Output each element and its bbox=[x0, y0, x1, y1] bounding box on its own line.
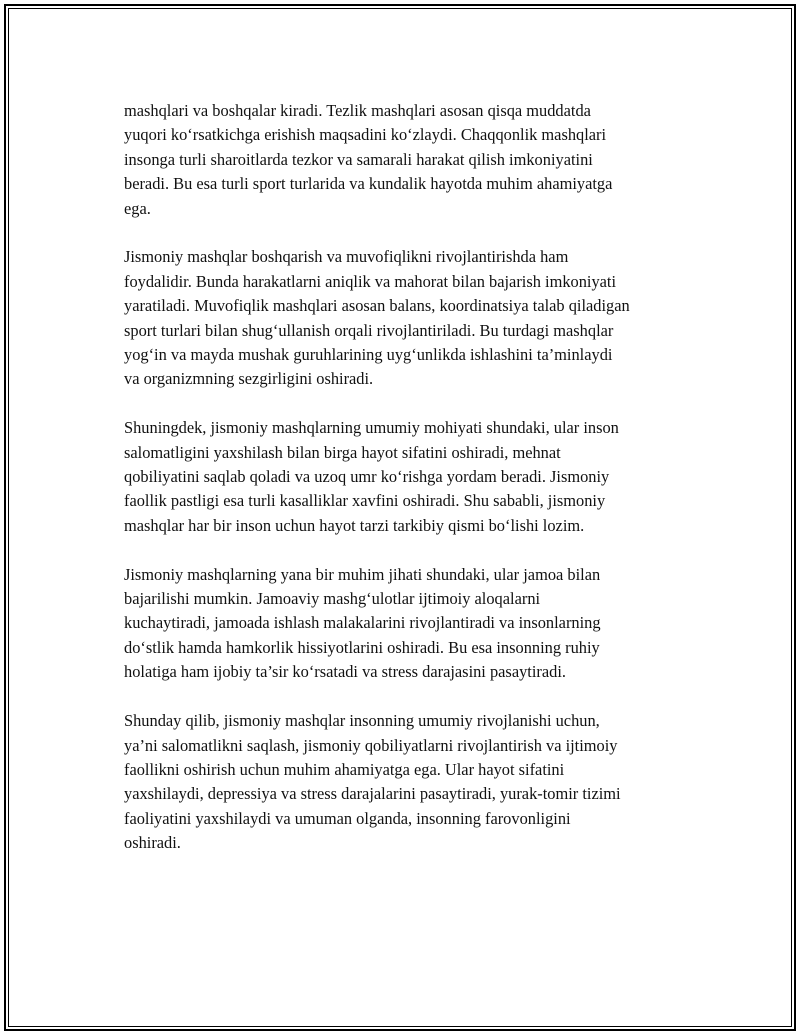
text-line: faollikni oshirish uchun muhim ahamiyatga ega. Ular hayot sifatini bbox=[124, 759, 565, 779]
text-line: foydalidir. Bunda harakatlarni aniqlik va mahorat bilan bajarish imkoniyati bbox=[124, 271, 617, 291]
page-frame bbox=[4, 4, 796, 1031]
text-line: Jismoniy mashqlar boshqarish va muvofiqlikni rivojlantirishda ham bbox=[124, 247, 569, 267]
text-line: Jismoniy mashqlarning yana bir muhim jihati shundaki, ular jamoa bilan bbox=[124, 564, 601, 584]
text-line: ega. bbox=[124, 198, 151, 218]
paragraph-2 bbox=[124, 245, 704, 391]
text-line: yuqori ko‘rsatkichga erishish maqsadini ko‘zlaydi. Chaqqonlik mashqlari bbox=[124, 125, 607, 145]
text-line: qobiliyatini saqlab qoladi va uzoq umr ko‘rishga yordam beradi. Jismoniy bbox=[124, 467, 610, 487]
text-line: holatiga ham ijobiy ta’sir ko‘rsatadi va stress darajasini pasaytiradi. bbox=[124, 662, 566, 682]
text-line: ya’ni salomatlikni saqlash, jismoniy qobiliyatlarni rivojlantirish va ijtimoiy bbox=[124, 735, 618, 755]
text-line: va organizmning sezgirligini oshiradi. bbox=[124, 369, 374, 389]
text-line: bajarilishi mumkin. Jamoaviy mashg‘ulotlar ijtimoiy aloqalarni bbox=[124, 589, 541, 609]
text-line: Shunday qilib, jismoniy mashqlar insonning umumiy rivojlanishi uchun, bbox=[124, 711, 600, 731]
text-line: kuchaytiradi, jamoada ishlash malakalarini rivojlantiradi va insonlarning bbox=[124, 613, 601, 633]
text-line: mashqlar har bir inson uchun hayot tarzi tarkibiy qismi bo‘lishi lozim. bbox=[124, 515, 585, 535]
text-line: yaratiladi. Muvofiqlik mashqlari asosan balans, koordinatsiya talab qiladigan bbox=[124, 296, 630, 316]
text-line: salomatligini yaxshilash bilan birga hayot sifatini oshiradi, mehnat bbox=[124, 442, 561, 462]
text-line: sport turlari bilan shug‘ullanish orqali rivojlantiriladi. Bu turdagi mashqlar bbox=[124, 320, 614, 340]
paragraph-1 bbox=[124, 99, 704, 221]
paragraph-5 bbox=[124, 709, 704, 855]
paragraph-4 bbox=[124, 563, 704, 685]
text-line: faoliyatini yaxshilaydi va umuman olganda, insonning farovonligini bbox=[124, 808, 571, 828]
document-body bbox=[124, 99, 704, 880]
text-line: mashqlari va boshqalar kiradi. Tezlik mashqlari asosan qisqa muddatda bbox=[124, 101, 591, 120]
text-line: yaxshilaydi, depressiya va stress darajalarini pasaytiradi, yurak-tomir tizimi bbox=[124, 784, 621, 804]
paragraph-3 bbox=[124, 416, 704, 538]
text-line: oshiradi. bbox=[124, 833, 181, 853]
text-line: faollik pastligi esa turli kasalliklar xavfini oshiradi. Shu sababli, jismoniy bbox=[124, 491, 606, 511]
text-line: beradi. Bu esa turli sport turlarida va kundalik hayotda muhim ahamiyatga bbox=[124, 174, 613, 194]
text-line: Shuningdek, jismoniy mashqlarning umumiy mohiyati shundaki, ular inson bbox=[124, 418, 619, 438]
text-line: yog‘in va mayda mushak guruhlarining uyg‘unlikda ishlashini ta’minlaydi bbox=[124, 345, 613, 365]
text-line: insonga turli sharoitlarda tezkor va samarali harakat qilish imkoniyatini bbox=[124, 149, 593, 169]
text-line: do‘stlik hamda hamkorlik hissiyotlarini oshiradi. Bu esa insonning ruhiy bbox=[124, 637, 600, 657]
